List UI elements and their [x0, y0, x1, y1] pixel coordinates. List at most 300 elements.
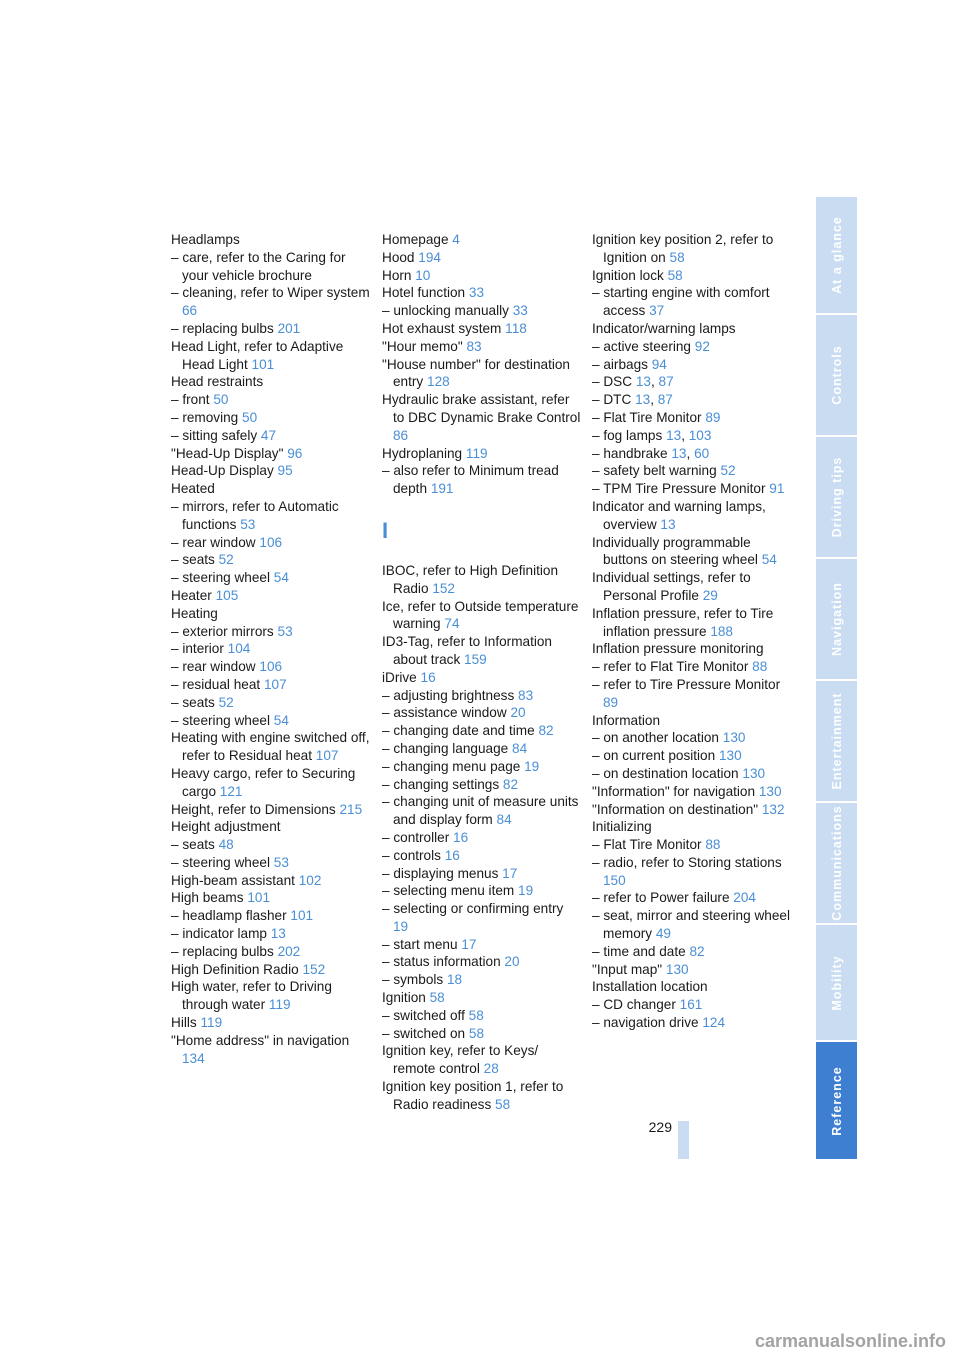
index-entry: – fog lamps 13, 103 — [592, 427, 712, 443]
index-entry — [382, 1025, 582, 1043]
page-reference-link[interactable]: 48 — [218, 837, 234, 853]
index-entry — [171, 480, 371, 498]
page-reference-link[interactable]: 52 — [218, 694, 234, 710]
index-entry — [171, 320, 371, 338]
index-entry-text: ID3-Tag, refer to Information about track — [382, 634, 552, 667]
index-entry — [592, 605, 792, 641]
index-entry — [382, 740, 582, 758]
page-reference-link[interactable]: 121 — [219, 783, 243, 799]
index-entry — [171, 445, 371, 463]
tab-controls[interactable] — [816, 315, 857, 435]
index-entry-text: – controller — [382, 829, 450, 845]
index-entry-text: Hood — [382, 249, 415, 265]
index-entry-text: – also refer to Minimum tread depth — [382, 463, 559, 497]
index-entry-text: Indicator and warning lamps, overview — [592, 498, 766, 532]
index-entry — [171, 694, 371, 712]
index-entry — [382, 882, 582, 900]
index-entry — [171, 640, 371, 658]
index-entry — [171, 801, 371, 819]
page-reference-link[interactable]: 95 — [277, 463, 293, 479]
index-entry-text: Head restraints — [171, 374, 264, 390]
section-tabs — [816, 197, 857, 1159]
page-reference-link[interactable]: 58 — [667, 267, 683, 283]
index-column-1 — [171, 231, 371, 1067]
page-reference-link[interactable]: 54 — [273, 712, 289, 728]
index-entry-text: – airbags — [592, 356, 648, 372]
index-entry-text: – changing language — [382, 740, 509, 756]
index-entry — [382, 231, 582, 249]
index-entry-text: Head Light, refer to Adaptive Head Light — [171, 338, 344, 372]
page-reference-link[interactable]: 13 — [660, 516, 676, 532]
page-reference-link[interactable]: 89 — [603, 694, 619, 710]
index-entry-text: – changing date and time — [382, 723, 535, 739]
index-entry-text: Individual settings, refer to Personal Profile — [592, 570, 751, 603]
index-entry — [592, 640, 792, 658]
page-reference-link[interactable]: 50 — [242, 409, 258, 425]
page-reference-link[interactable]: 101 — [247, 890, 271, 906]
index-entry — [592, 1014, 792, 1032]
index-entry-text: – time and date — [592, 943, 686, 959]
index-entry — [592, 747, 792, 765]
tab-label: Navigation — [829, 582, 844, 656]
index-entry — [171, 978, 371, 1014]
page-reference-link[interactable]: 13 — [666, 427, 682, 443]
index-entry-text: – switched on — [382, 1025, 466, 1041]
index-entry — [382, 338, 582, 356]
tab-label: Communications — [829, 805, 844, 921]
index-entry-text: – exterior mirrors — [171, 623, 274, 639]
index-entry-text: – controls — [382, 847, 441, 863]
index-entry — [171, 729, 371, 765]
index-entry — [592, 658, 792, 676]
index-entry-text: High water, refer to Driving through water — [171, 979, 332, 1013]
page-reference-link[interactable]: 101 — [290, 908, 314, 924]
index-entry — [171, 676, 371, 694]
page-reference-link[interactable]: 16 — [444, 847, 460, 863]
index-entry-text: Height adjustment — [171, 819, 281, 835]
index-entry — [171, 231, 371, 249]
index-entry — [382, 722, 582, 740]
index-entry — [592, 907, 792, 943]
page-reference-link[interactable]: 13 — [270, 926, 286, 942]
tab-label: At a glance — [829, 216, 844, 294]
page-reference-link[interactable]: 58 — [468, 1007, 484, 1023]
page-reference-link[interactable]: 188 — [710, 623, 733, 639]
page-reference-link[interactable]: 92 — [694, 338, 710, 354]
index-entry-text: – adjusting brightness — [382, 687, 515, 703]
index-entry-text: – refer to Power failure — [592, 890, 730, 906]
page-reference-link[interactable]: 202 — [277, 943, 301, 959]
index-entry — [592, 818, 792, 836]
index-entry — [171, 907, 371, 925]
index-entry — [382, 1078, 582, 1114]
index-entry — [592, 854, 792, 890]
tab-label: Reference — [829, 1065, 844, 1136]
page-reference-link[interactable]: 107 — [315, 748, 339, 764]
index-entry-text: – seats — [171, 837, 215, 853]
index-entry-text: – Flat Tire Monitor — [592, 409, 702, 425]
page-reference-link[interactable]: 152 — [432, 580, 455, 596]
page-reference-link[interactable]: 88 — [752, 659, 768, 675]
index-entry — [592, 231, 792, 267]
page-reference-link[interactable]: 19 — [393, 918, 409, 934]
index-entry: – DTC 13, 87 — [592, 392, 673, 408]
index-entry — [382, 900, 582, 936]
page-reference-link[interactable]: 60 — [694, 445, 710, 461]
page-reference-link[interactable]: 49 — [655, 926, 671, 942]
page-reference-link[interactable]: 87 — [658, 374, 674, 390]
index-entry-text: Heavy cargo, refer to Securing cargo — [171, 765, 356, 799]
page-reference-link[interactable]: 94 — [651, 356, 667, 372]
page-reference-link[interactable]: 19 — [524, 758, 540, 774]
index-entry-text: – assistance window — [382, 705, 507, 721]
page-reference-link[interactable]: 118 — [505, 320, 527, 336]
page-reference-link[interactable]: 150 — [603, 872, 626, 888]
index-entry — [382, 829, 582, 847]
index-entry-text: Heating with engine switched off, refer to Residual heat — [171, 730, 370, 764]
index-entry-text: Hydroplaning — [382, 445, 463, 461]
index-entry — [382, 989, 582, 1007]
index-entry — [171, 943, 371, 961]
page-reference-link[interactable]: 201 — [277, 320, 301, 336]
index-entry-text: – on current position — [592, 748, 716, 764]
index-entry-text: – replacing bulbs — [171, 943, 274, 959]
index-entry-text: Ignition lock — [592, 267, 664, 283]
index-entry — [171, 462, 371, 480]
page-reference-link[interactable]: 128 — [427, 374, 450, 390]
page-reference-link[interactable]: 28 — [483, 1061, 499, 1077]
page-reference-link[interactable]: 10 — [415, 267, 431, 283]
page-reference-link[interactable]: 82 — [538, 723, 554, 739]
index-entry — [382, 249, 582, 267]
page-reference-link[interactable]: 17 — [502, 865, 518, 881]
index-entry — [382, 971, 582, 989]
page-reference-link[interactable]: 130 — [665, 961, 689, 977]
tab-mobility[interactable] — [816, 925, 857, 1040]
index-entry — [171, 961, 371, 979]
page-reference-link[interactable]: 191 — [430, 481, 454, 497]
index-entry-text: – selecting or confirming entry — [382, 901, 564, 917]
tab-label: Driving tips — [829, 456, 844, 538]
index-entry-text: – steering wheel — [171, 854, 270, 870]
index-entry — [171, 765, 371, 801]
index-entry-text: "Information on destination" — [592, 801, 759, 817]
index-entry — [171, 427, 371, 445]
index-entry — [382, 687, 582, 705]
page-reference-link[interactable]: 37 — [649, 303, 665, 319]
index-entry-text: – care, refer to the Caring for your vehicle brochure — [171, 249, 346, 283]
page-reference-link[interactable]: 82 — [689, 943, 705, 959]
page-reference-link[interactable]: 82 — [502, 776, 519, 792]
page-reference-link[interactable]: 58 — [669, 249, 685, 265]
page-reference-link[interactable]: 204 — [733, 890, 756, 906]
index-entry-text: – refer to Tire Pressure Monitor — [592, 676, 781, 692]
page-reference-link[interactable]: 105 — [215, 587, 239, 603]
index-entry-text: "House number" for destination entry — [382, 356, 570, 390]
index-entry-text: – radio, refer to Storing stations — [592, 854, 782, 870]
index-entry — [382, 598, 582, 634]
tab-at-a-glance[interactable] — [816, 197, 857, 313]
index-entry — [592, 712, 792, 730]
index-entry — [382, 953, 582, 971]
index-entry-text: – indicator lamp — [171, 926, 267, 942]
page-reference-link[interactable]: 58 — [495, 1096, 511, 1112]
index-entry — [382, 1042, 582, 1078]
page-reference-link[interactable]: 130 — [742, 765, 766, 781]
page-reference-link[interactable]: 58 — [429, 990, 445, 1006]
index-entry — [592, 284, 792, 320]
index-entry-text: – interior — [171, 641, 224, 657]
page-reference-link[interactable]: 52 — [218, 552, 234, 568]
index-entry — [171, 658, 371, 676]
index-entry — [171, 605, 371, 623]
page-reference-link[interactable]: 84 — [496, 812, 512, 828]
index-entry-text: – replacing bulbs — [171, 320, 274, 336]
page-reference-link[interactable]: 101 — [251, 356, 275, 372]
page-reference-link[interactable]: 130 — [758, 783, 782, 799]
index-entry-text: – selecting menu item — [382, 883, 515, 899]
page-reference-link[interactable]: 13 — [635, 392, 651, 408]
page-reference-link[interactable]: 54 — [273, 570, 289, 586]
index-entry — [382, 320, 582, 338]
index-entry — [382, 847, 582, 865]
page-reference-link[interactable]: 50 — [213, 392, 229, 408]
page-reference-link[interactable]: 102 — [298, 872, 322, 888]
index-entry — [592, 267, 792, 285]
page-reference-link[interactable]: 53 — [273, 854, 289, 870]
index-entry-text: Head-Up Display — [171, 463, 274, 479]
index-entry — [592, 320, 792, 338]
index-entry-text: – switched off — [382, 1007, 465, 1023]
page-reference-link[interactable]: 96 — [287, 445, 303, 461]
index-entry-text: Inflation pressure, refer to Tire inflation pressure — [592, 605, 774, 639]
tab-navigation[interactable] — [816, 559, 857, 679]
tab-entertainment[interactable] — [816, 681, 857, 801]
page-reference-link[interactable]: 84 — [512, 740, 528, 756]
index-entry-text: – sitting safely — [171, 427, 258, 443]
index-entry — [171, 373, 371, 391]
index-entry-text: – active steering — [592, 338, 691, 354]
page-reference-link[interactable]: 47 — [260, 427, 277, 443]
index-entry-text: Hills — [171, 1015, 197, 1031]
page-reference-link[interactable]: 20 — [504, 954, 520, 970]
index-entry — [171, 872, 371, 890]
page-number: 229 — [648, 1119, 672, 1135]
index-entry-text: – steering wheel — [171, 570, 270, 586]
index-entry-text: High-beam assistant — [171, 872, 295, 888]
index-entry-text: "Hour memo" — [382, 338, 463, 354]
page-reference-link[interactable]: 33 — [512, 303, 528, 319]
page-reference-link[interactable]: 52 — [720, 463, 736, 479]
index-entry-text: Ignition key, refer to Keys/ remote control — [382, 1043, 539, 1077]
tab-communications[interactable] — [816, 803, 857, 923]
index-entry — [171, 712, 371, 730]
index-entry-text: – changing menu page — [382, 758, 521, 774]
index-entry-text: Initializing — [592, 819, 652, 835]
index-entry — [382, 445, 582, 463]
index-entry-text: Ignition — [382, 990, 426, 1006]
page-reference-link[interactable]: 130 — [718, 748, 742, 764]
tab-reference[interactable] — [816, 1042, 857, 1159]
index-column-2 — [382, 231, 582, 1114]
page-reference-link[interactable]: 119 — [465, 445, 488, 461]
index-entry — [171, 818, 371, 836]
page-reference-link[interactable]: 161 — [679, 997, 703, 1013]
page-reference-link[interactable]: 54 — [761, 552, 777, 568]
index-entry — [171, 391, 371, 409]
index-entry — [382, 391, 582, 444]
page-reference-link[interactable]: 19 — [518, 883, 534, 899]
index-entry — [592, 801, 792, 819]
index-entry — [171, 551, 371, 569]
index-entry — [382, 302, 582, 320]
index-entry-text: Heater — [171, 587, 212, 603]
index-entry — [382, 284, 582, 302]
index-entry — [592, 356, 792, 374]
page-reference-link[interactable]: 132 — [761, 801, 785, 817]
page-reference-link[interactable]: 20 — [510, 705, 526, 721]
index-entry-text: – seats — [171, 552, 215, 568]
page-reference-link[interactable]: 87 — [657, 392, 673, 408]
index-entry-text: – seat, mirror and steering wheel memory — [592, 908, 790, 942]
index-entry — [592, 498, 792, 534]
page-reference-link[interactable]: 194 — [418, 249, 441, 265]
index-entry — [382, 356, 582, 392]
index-entry — [171, 534, 371, 552]
index-entry-text: Ignition key position 2, refer to Ignition on — [592, 232, 774, 265]
index-entry — [592, 569, 792, 605]
index-entry: – handbrake 13, 60 — [592, 445, 710, 461]
index-entry-text: "Head-Up Display" — [171, 445, 284, 461]
index-entry — [171, 249, 371, 285]
page-reference-link[interactable]: 134 — [182, 1050, 205, 1066]
tab-driving-tips[interactable] — [816, 437, 857, 557]
index-entry-text: – rear window — [171, 534, 256, 550]
page-reference-link[interactable]: 152 — [302, 961, 326, 977]
index-entry-text: – DTC — [592, 392, 632, 408]
index-entry — [592, 409, 792, 427]
index-entry-text: – removing — [171, 409, 239, 425]
index-entry — [592, 534, 792, 570]
page-reference-link[interactable]: 13 — [635, 374, 651, 390]
index-entry — [171, 854, 371, 872]
index-entry: – DSC 13, 87 — [592, 374, 674, 390]
index-entry — [382, 704, 582, 722]
index-entry-text: – changing settings — [382, 776, 500, 792]
index-column-3 — [592, 231, 792, 1032]
page-reference-link[interactable]: 119 — [200, 1015, 223, 1031]
page-reference-link[interactable]: 17 — [461, 936, 477, 952]
index-entry-text: – mirrors, refer to Automatic functions — [171, 498, 339, 532]
page-reference-link[interactable]: 18 — [446, 972, 463, 988]
page-reference-link[interactable]: 66 — [182, 303, 198, 319]
page-reference-link[interactable]: 91 — [769, 481, 785, 497]
index-entry-text: Indicator/warning lamps — [592, 320, 736, 336]
index-entry-text: iDrive — [382, 669, 417, 685]
index-entry-text: – front — [171, 392, 210, 408]
index-entry-text: "Input map" — [592, 961, 663, 977]
index-entry-text: – steering wheel — [171, 712, 270, 728]
page-reference-link[interactable]: 89 — [705, 409, 721, 425]
page-reference-link[interactable]: 58 — [468, 1025, 485, 1041]
index-entry-text: – TPM Tire Pressure Monitor — [592, 481, 766, 497]
page-reference-link[interactable]: 107 — [263, 676, 287, 692]
index-entry — [171, 338, 371, 374]
index-entry — [592, 943, 792, 961]
page-reference-link[interactable]: 88 — [705, 837, 721, 853]
page-reference-link[interactable]: 16 — [420, 669, 436, 685]
index-entry — [382, 462, 582, 498]
index-entry-text: – cleaning, refer to Wiper system — [171, 285, 370, 301]
index-entry — [171, 836, 371, 854]
index-entry — [592, 480, 792, 498]
page-reference-link[interactable]: 74 — [444, 616, 460, 632]
page-reference-link[interactable]: 106 — [259, 534, 283, 550]
page-reference-link[interactable]: 53 — [277, 623, 293, 639]
index-entry-text: Hotel function — [382, 285, 466, 301]
index-entry — [592, 462, 792, 480]
index-entry-text: – CD changer — [592, 997, 676, 1013]
index-entry — [382, 793, 582, 829]
index-letter-heading: I — [382, 517, 389, 543]
index-entry — [382, 776, 582, 794]
page-number-bar — [678, 1121, 689, 1159]
index-entry-text: Hydraulic brake assistant, refer to DBC Dynamic Brake Control — [382, 392, 581, 425]
tab-label: Controls — [829, 345, 844, 405]
index-entry — [592, 961, 792, 979]
index-entry-text: Horn — [382, 267, 412, 283]
page-reference-link[interactable]: 13 — [671, 445, 687, 461]
page-reference-link[interactable]: 33 — [468, 285, 485, 301]
page-reference-link[interactable]: 53 — [240, 516, 256, 532]
page-reference-link[interactable]: 83 — [518, 687, 534, 703]
index-entry-text: High Definition Radio — [171, 961, 299, 977]
page-reference-link[interactable]: 86 — [393, 427, 409, 443]
page-reference-link[interactable]: 106 — [259, 659, 283, 675]
index-entry — [382, 562, 582, 598]
page-reference-link[interactable]: 124 — [702, 1015, 726, 1031]
tab-label: Entertainment — [829, 692, 844, 790]
index-entry-text: – status information — [382, 954, 501, 970]
index-entry-text: Individually programmable buttons on steering wheel — [592, 534, 758, 568]
index-entry-text: – changing unit of measure units and display form — [382, 794, 579, 828]
page-reference-link[interactable]: 119 — [268, 997, 291, 1013]
index-entry — [592, 783, 792, 801]
index-entry — [382, 865, 582, 883]
index-entry-text: Height, refer to Dimensions — [171, 801, 336, 817]
index-entry-text: – Flat Tire Monitor — [592, 837, 702, 853]
index-entry-text: – symbols — [382, 972, 444, 988]
index-entry — [171, 498, 371, 534]
page-reference-link[interactable]: 159 — [464, 651, 487, 667]
page-reference-link[interactable]: 29 — [702, 587, 718, 603]
index-entry-text: Ignition key position 1, refer to Radio readiness — [382, 1079, 564, 1112]
page-reference-link[interactable]: 16 — [453, 829, 469, 845]
index-entry-text: – start menu — [382, 936, 458, 952]
index-entry-text: – starting engine with comfort access — [592, 285, 770, 319]
index-entry — [171, 1014, 371, 1032]
index-entry-text: "Home address" in navigation — [171, 1032, 350, 1048]
page-reference-link[interactable]: 103 — [688, 427, 712, 443]
page-reference-link[interactable]: 130 — [722, 730, 746, 746]
page-reference-link[interactable]: 4 — [452, 232, 460, 247]
page-reference-link[interactable]: 83 — [466, 338, 482, 354]
watermark: carmanualsonline.info — [754, 1331, 946, 1351]
page-reference-link[interactable]: 215 — [339, 801, 363, 817]
index-entry-text: High beams — [171, 890, 244, 906]
index-entry — [171, 284, 371, 320]
page-reference-link[interactable]: 104 — [227, 641, 251, 657]
